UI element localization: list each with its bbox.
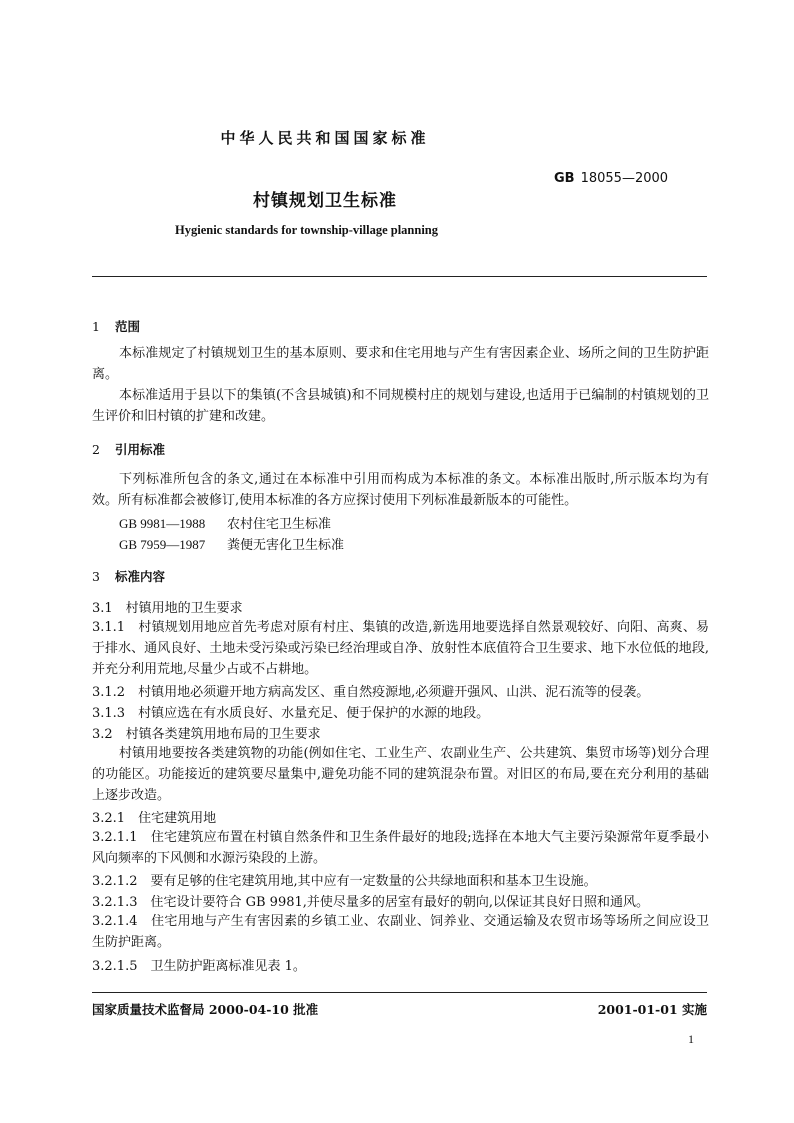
document-title: 村镇规划卫生标准 <box>253 191 397 211</box>
clause-3-2: 3.2 村镇各类建筑用地布局的卫生要求 <box>92 727 321 742</box>
footer-divider <box>92 992 707 993</box>
clause-3-2-paragraph: 村镇用地要按各类建筑物的功能(例如住宅、工业生产、农副业生产、公共建筑、集贸市场等)划分合理的功能区。功能接近的建筑要尽量集中,避免功能不同的建筑混杂布置。对旧区的布局,要在充分利用的基础上逐步改造。 <box>92 746 709 803</box>
section-2-paragraph: 下列标准所包含的条文,通过在本标准中引用而构成为本标准的条文。本标准出版时,所示版本均为有效。所有标准都会被修订,使用本标准的各方应探讨使用下列标准最新版本的可能性。 <box>92 472 709 508</box>
section-3-heading: 3 标准内容 <box>92 569 166 584</box>
clause-3-2-1-1: 3.2.1.1 住宅建筑应布置在村镇自然条件和卫生条件最好的地段;选择在本地大气主要污染源常年夏季最小风向频率的下风侧和水源污染段的上游。 <box>92 830 709 866</box>
section-1-paragraph-2: 本标准适用于县以下的集镇(不含县城镇)和不同规模村庄的规划与建设,也适用于已编制的村镇规划的卫生评价和旧村镇的扩建和改建。 <box>92 388 709 424</box>
section-1-paragraph-1: 本标准规定了村镇规划卫生的基本原则、要求和住宅用地与产生有害因素企业、场所之间的卫生防护距离。 <box>92 346 709 382</box>
page-number: 1 <box>688 1032 694 1046</box>
section-2-heading: 2 引用标准 <box>92 442 166 457</box>
clause-3-2-1-4: 3.2.1.4 住宅用地与产生有害因素的乡镇工业、农副业、饲养业、交通运输及农贸市场等场所之间应设卫生防护距离。 <box>92 914 709 950</box>
document-subtitle: Hygienic standards for township-village planning <box>175 223 439 237</box>
clause-3-2-1-5: 3.2.1.5 卫生防护距离标准见表 1。 <box>92 959 306 974</box>
standard-code-number: 18055—2000 <box>580 171 669 186</box>
effective-date: 2001-01-01 实施 <box>597 1002 707 1017</box>
standard-code-prefix: GB <box>554 171 575 186</box>
reference-item: GB 7959—1987 粪便无害化卫生标准 <box>119 537 345 553</box>
clause-3-1-2: 3.1.2 村镇用地必须避开地方病高发区、重自然疫源地,必须避开强风、山洪、泥石流等的侵袭。 <box>92 685 650 700</box>
section-1-heading: 1 范围 <box>92 319 141 334</box>
clause-3-1-3: 3.1.3 村镇应选在有水质良好、水量充足、便于保护的水源的地段。 <box>92 706 490 721</box>
clause-3-1: 3.1 村镇用地的卫生要求 <box>92 601 243 616</box>
header-divider <box>92 276 707 277</box>
clause-3-2-1-3: 3.2.1.3 住宅设计要符合 GB 9981,并使尽量多的居室有最好的朝向,以保证其良好日照和通风。 <box>92 895 650 910</box>
clause-3-1-1: 3.1.1 村镇规划用地应首先考虑对原有村庄、集镇的改造,新选用地要选择自然景观较好、向阳、高爽、易于排水、通风良好、土地未受污染或污染已经治理或自净、放射性本底值符合卫生要求、地下水位低的地段,并充分利用荒地,尽量少占或不占耕地。 <box>92 620 709 677</box>
national-standard-heading: 中华人民共和国国家标准 <box>220 129 430 147</box>
clause-3-2-1: 3.2.1 住宅建筑用地 <box>92 811 217 826</box>
approval-date: 国家质量技术监督局 2000-04-10 批准 <box>92 1002 319 1017</box>
standard-code <box>554 171 668 186</box>
clause-3-2-1-2: 3.2.1.2 要有足够的住宅建筑用地,其中应有一定数量的公共绿地面积和基本卫生设施。 <box>92 874 597 889</box>
reference-item: GB 9981—1988 农村住宅卫生标准 <box>119 516 332 532</box>
